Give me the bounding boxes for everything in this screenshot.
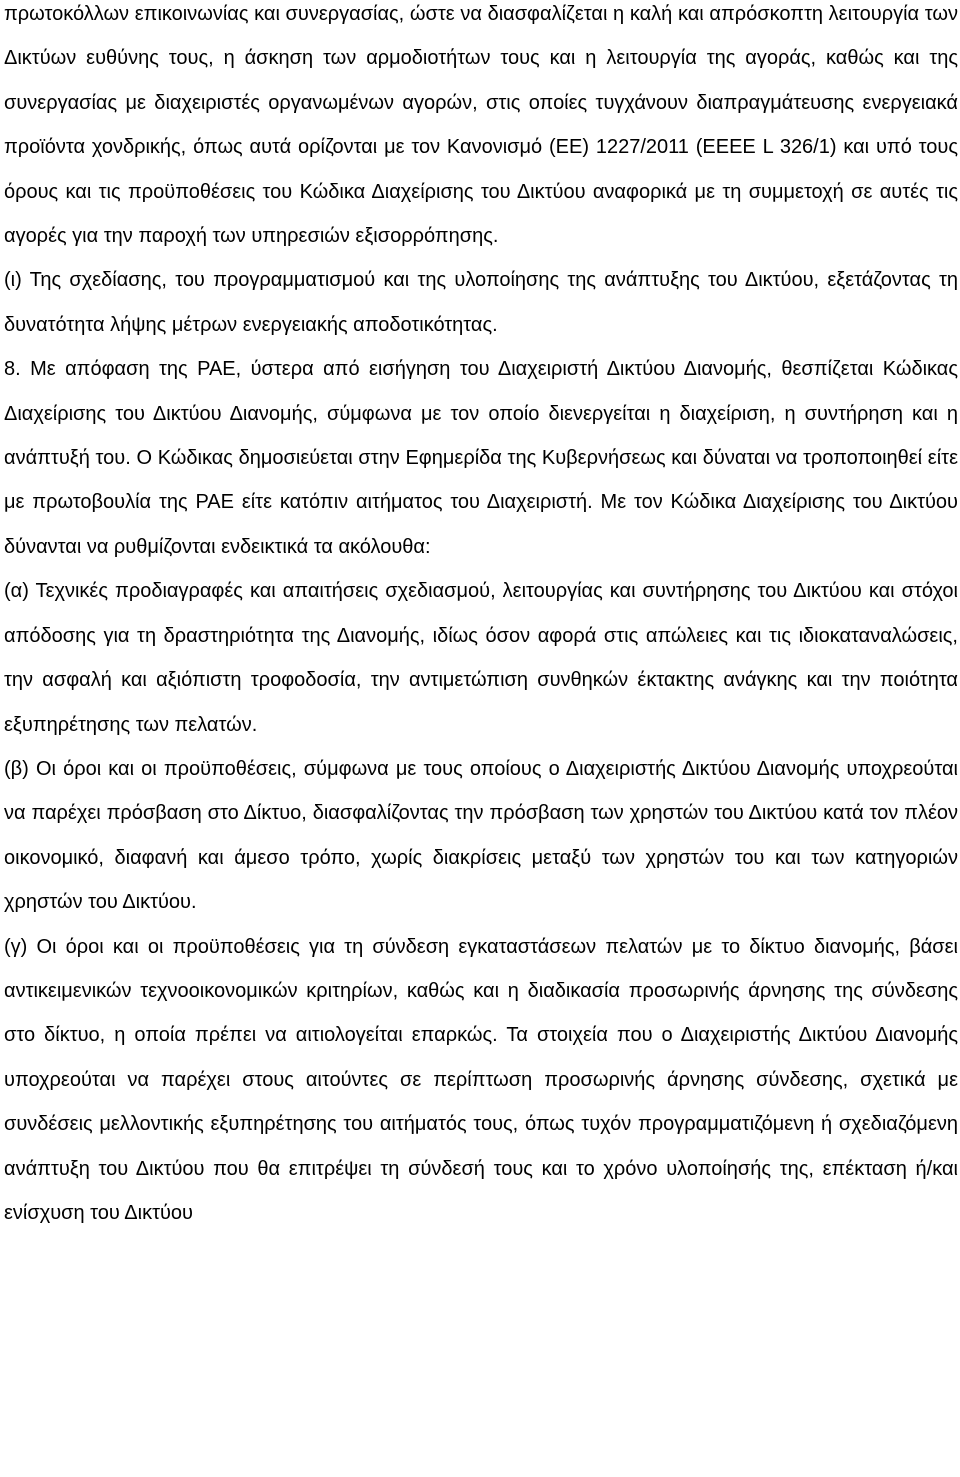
paragraph-section-8: 8. Με απόφαση της ΡΑΕ, ύστερα από εισήγηση του Διαχειριστή Δικτύου Διανομής, θεσπίζεται Κώδικας Διαχείρισης του Δικτύου Διανομής, σύμφωνα με τον οποίο διενεργείται η διαχείριση, η συντήρηση και η ανάπτυξή του. Ο Κώδικας δημοσιεύεται στην Εφημερίδα της Κυβερνήσεως και δύναται να τροποποιηθεί είτε με πρωτοβουλία της ΡΑΕ είτε κατόπιν αιτήματος του Διαχειριστή. Με τον Κώδικα Διαχείρισης του Δικτύου δύνανται να ρυθμίζονται ενδεικτικά τα ακόλουθα:	[4, 358, 958, 558]
paragraph-network-protocols: πρωτοκόλλων επικοινωνίας και συνεργασίας, ώστε να διασφαλίζεται η καλή και απρόσκοπτη λειτουργία των Δικτύων ευθύνης τους, η άσκηση των αρμοδιοτήτων τους και η λειτουργία της αγοράς, καθώς και της συνεργασίας με διαχειριστές οργανωμένων αγορών, στις οποίες τυγχάνουν διαπραγμάτευσης ενεργειακά προϊόντα χονδρικής, όπως αυτά ορίζονται με τον Κανονισμό (ΕΕ) 1227/2011 (ΕΕΕΕ L 326/1) και υπό τους όρους και τις προϋποθέσεις του Κώδικα Διαχείρισης του Δικτύου αναφορικά με τη συμμετοχή σε αυτές τις αγορές για την παροχή των υπηρεσιών εξισορρόπησης.	[4, 3, 958, 248]
paragraph-item-a: (α) Τεχνικές προδιαγραφές και απαιτήσεις σχεδιασμού, λειτουργίας και συντήρησης του Δικτύου και στόχοι απόδοσης για τη δραστηριότητα της Διανομής, ιδίως όσον αφορά στις απώλειες και τις ιδιοκαταναλώσεις, την ασφαλή και αξιόπιστη τροφοδοσία, την αντιμετώπιση συνθηκών έκτακτης ανάγκης και την ποιότητα εξυπηρέτησης των πελατών.	[4, 580, 958, 736]
paragraph-item-i: (ι) Της σχεδίασης, του προγραμματισμού και της υλοποίησης της ανάπτυξης του Δικτύου, εξετάζοντας τη δυνατότητα λήψης μέτρων ενεργειακής αποδοτικότητας.	[4, 269, 958, 336]
paragraph-item-b: (β) Οι όροι και οι προϋποθέσεις, σύμφωνα με τους οποίους ο Διαχειριστής Δικτύου Διανομής υποχρεούται να παρέχει πρόσβαση στο Δίκτυο, διασφαλίζοντας την πρόσβαση των χρηστών του Δικτύου κατά τον πλέον οικονομικό, διαφανή και άμεσο τρόπο, χωρίς διακρίσεις μεταξύ των χρηστών του και των κατηγοριών χρηστών του Δικτύου.	[4, 757, 958, 914]
paragraph-item-c: (γ) Οι όροι και οι προϋποθέσεις για τη σύνδεση εγκαταστάσεων πελατών με το δίκτυο διανομής, βάσει αντικειμενικών τεχνοοικονομικών κριτηρίων, καθώς και η διαδικασία προσωρινής άρνησης της σύνδεσης στο δίκτυο, η οποία πρέπει να αιτιολογείται επαρκώς. Τα στοιχεία που ο Διαχειριστής Δικτύου Διανομής υποχρεούται να παρέχει στους αιτούντες σε περίπτωση προσωρινής άρνησης σύνδεσης, σχετικά με συνδέσεις μελλοντικής εξυπηρέτησης του αιτήματός τους, όπως τυχόν προγραμματιζόμενη ή σχεδιαζόμενη ανάπτυξη του Δικτύου που θα επιτρέψει τη σύνδεσή τους και το χρόνο υλοποίησής της, επέκταση ή/και ενίσχυση του Δικτύου	[4, 935, 958, 1224]
